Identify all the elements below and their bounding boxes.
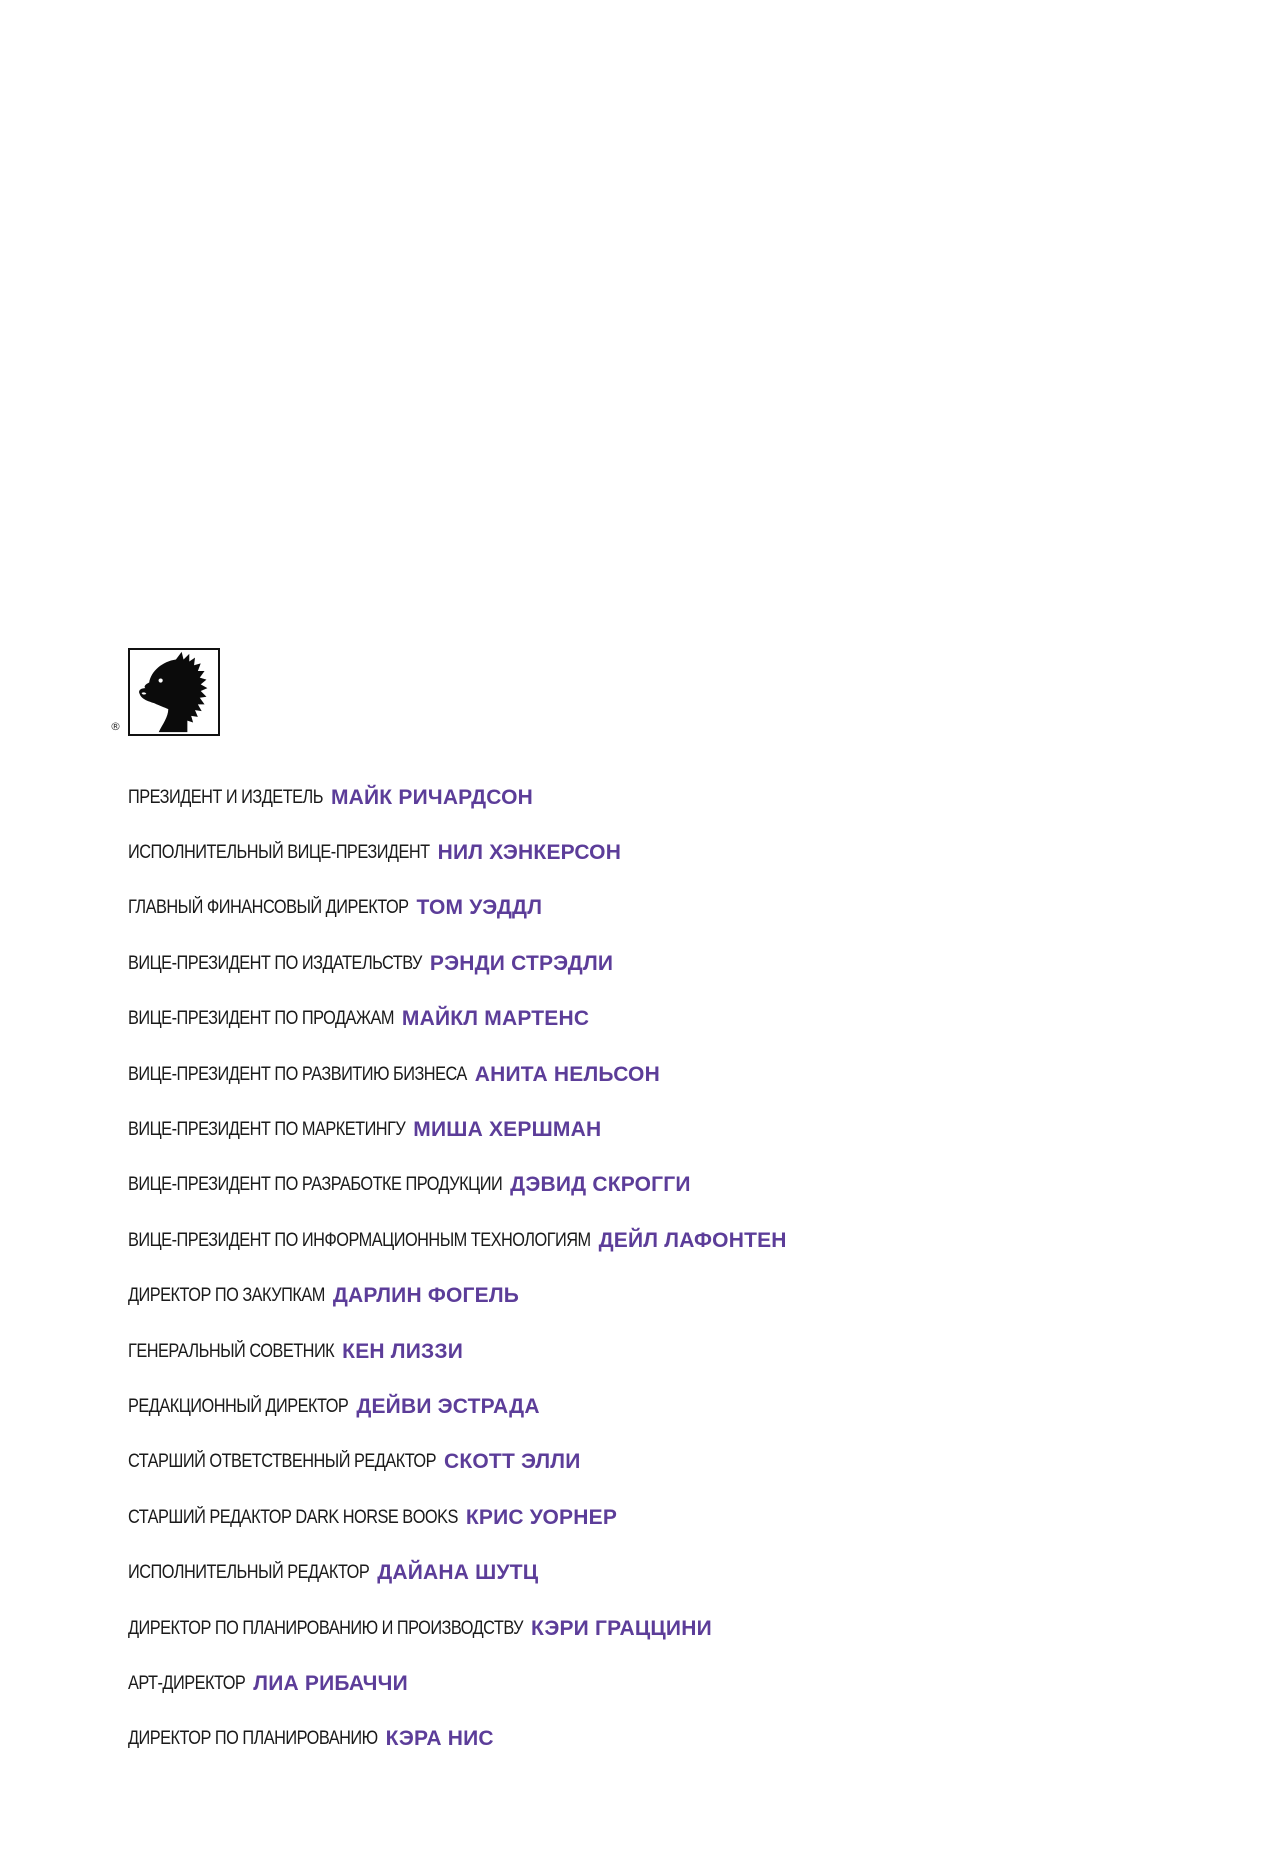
credit-name: АНИТА НЕЛЬСОН bbox=[474, 1062, 660, 1086]
credit-role-wrapper bbox=[128, 1119, 405, 1141]
credit-name: НИЛ ХЭНКЕРСОН bbox=[437, 841, 622, 865]
credit-row bbox=[128, 1601, 787, 1656]
credit-role-wrapper bbox=[128, 842, 430, 864]
credit-role: ВИЦЕ-ПРЕЗИДЕНТ ПО ИЗДАТЕЛЬСТВУ bbox=[128, 952, 422, 974]
credit-role: ДИРЕКТОР ПО ПЛАНИРОВАНИЮ bbox=[128, 1728, 378, 1750]
credit-row bbox=[128, 1324, 787, 1379]
credit-row bbox=[128, 1047, 787, 1102]
credit-role: ВИЦЕ-ПРЕЗИДЕНТ ПО ПРОДАЖАМ bbox=[128, 1008, 394, 1030]
credit-role-wrapper bbox=[128, 1562, 369, 1584]
credit-role-wrapper bbox=[128, 1008, 394, 1030]
credit-role: ВИЦЕ-ПРЕЗИДЕНТ ПО МАРКЕТИНГУ bbox=[128, 1119, 406, 1141]
credit-role-wrapper bbox=[128, 1285, 325, 1307]
credit-name: КЕН ЛИЗЗИ bbox=[342, 1339, 464, 1363]
credit-role-wrapper bbox=[128, 1673, 245, 1695]
credit-name: ЛИА РИБАЧЧИ bbox=[253, 1671, 408, 1695]
credit-name: РЭНДИ СТРЭДЛИ bbox=[429, 951, 614, 975]
credit-role-wrapper bbox=[128, 1396, 348, 1418]
credit-role: ВИЦЕ-ПРЕЗИДЕНТ ПО РАЗРАБОТКЕ ПРОДУКЦИИ bbox=[128, 1174, 503, 1196]
credit-role: СТАРШИЙ РЕДАКТОР DARK HORSE BOOKS bbox=[128, 1506, 458, 1528]
publisher-logo bbox=[110, 648, 230, 738]
credit-role-wrapper bbox=[128, 1451, 436, 1473]
credit-name: МАЙК РИЧАРДСОН bbox=[330, 785, 533, 809]
credit-role-wrapper bbox=[128, 953, 422, 975]
credit-row bbox=[128, 1490, 787, 1545]
credit-role: СТАРШИЙ ОТВЕТСТВЕННЫЙ РЕДАКТОР bbox=[128, 1451, 437, 1473]
credit-role-wrapper bbox=[128, 1341, 334, 1363]
credit-role-wrapper bbox=[128, 1230, 591, 1252]
credit-role: ИСПОЛНИТЕЛЬНЫЙ РЕДАКТОР bbox=[128, 1562, 370, 1584]
credit-role: РЕДАКЦИОННЫЙ ДИРЕКТОР bbox=[128, 1395, 349, 1417]
credit-role-wrapper bbox=[128, 1728, 378, 1750]
credit-row bbox=[128, 1379, 787, 1434]
credit-name: ДЭВИД СКРОГГИ bbox=[510, 1173, 691, 1197]
credit-role: ДИРЕКТОР ПО ПЛАНИРОВАНИЮ И ПРОИЗВОДСТВУ bbox=[128, 1617, 524, 1639]
credit-row bbox=[128, 881, 787, 936]
credit-row bbox=[128, 936, 787, 991]
credit-name: ТОМ УЭДДЛ bbox=[416, 896, 543, 920]
credit-row bbox=[128, 770, 787, 825]
staff-credits-list bbox=[128, 770, 787, 1767]
credit-row bbox=[128, 825, 787, 880]
credit-role: ПРЕЗИДЕНТ И ИЗДЕТЕЛЬ bbox=[128, 786, 323, 808]
credit-name: ДАРЛИН ФОГЕЛЬ bbox=[332, 1284, 520, 1308]
credit-row bbox=[128, 1269, 787, 1324]
credit-name: ДАЙАНА ШУТЦ bbox=[377, 1561, 539, 1585]
credit-row bbox=[128, 1213, 787, 1268]
credit-role-wrapper bbox=[128, 787, 323, 809]
credit-row bbox=[128, 1102, 787, 1157]
credit-row bbox=[128, 1656, 787, 1711]
credit-role-wrapper bbox=[128, 897, 409, 919]
credit-row bbox=[128, 1712, 787, 1767]
credit-name: МАЙКЛ МАРТЕНС bbox=[401, 1007, 590, 1031]
credit-row bbox=[128, 992, 787, 1047]
credit-name: ДЕЙВИ ЭСТРАДА bbox=[356, 1394, 540, 1418]
credit-role-wrapper bbox=[128, 1618, 523, 1640]
credit-role: ДИРЕКТОР ПО ЗАКУПКАМ bbox=[128, 1285, 325, 1307]
credit-name: СКОТТ ЭЛЛИ bbox=[444, 1450, 581, 1474]
credit-row bbox=[128, 1435, 787, 1490]
credit-role: АРТ-ДИРЕКТОР bbox=[128, 1672, 246, 1694]
credit-role: ИСПОЛНИТЕЛЬНЫЙ ВИЦЕ-ПРЕЗИДЕНТ bbox=[128, 842, 430, 864]
credit-row bbox=[128, 1545, 787, 1600]
credit-role-wrapper bbox=[128, 1507, 458, 1529]
horse-head-logo-icon bbox=[128, 648, 220, 736]
credit-role: ВИЦЕ-ПРЕЗИДЕНТ ПО РАЗВИТИЮ БИЗНЕСА bbox=[128, 1063, 467, 1085]
credit-role: ГЕНЕРАЛЬНЫЙ СОВЕТНИК bbox=[128, 1340, 335, 1362]
credit-name: МИША ХЕРШМАН bbox=[413, 1118, 602, 1142]
credit-role-wrapper bbox=[128, 1064, 467, 1086]
credit-row bbox=[128, 1158, 787, 1213]
credit-name: КРИС УОРНЕР bbox=[465, 1505, 618, 1529]
credit-name: КЭРИ ГРАЦЦИНИ bbox=[531, 1616, 712, 1640]
credit-name: ДЕЙЛ ЛАФОНТЕН bbox=[598, 1228, 787, 1252]
registered-mark: ® bbox=[110, 720, 121, 733]
credit-role-wrapper bbox=[128, 1174, 502, 1196]
credit-role: ВИЦЕ-ПРЕЗИДЕНТ ПО ИНФОРМАЦИОННЫМ ТЕХНОЛОГИЯМ bbox=[128, 1229, 591, 1251]
credit-role: ГЛАВНЫЙ ФИНАНСОВЫЙ ДИРЕКТОР bbox=[128, 897, 409, 919]
credit-name: КЭРА НИС bbox=[385, 1727, 494, 1751]
